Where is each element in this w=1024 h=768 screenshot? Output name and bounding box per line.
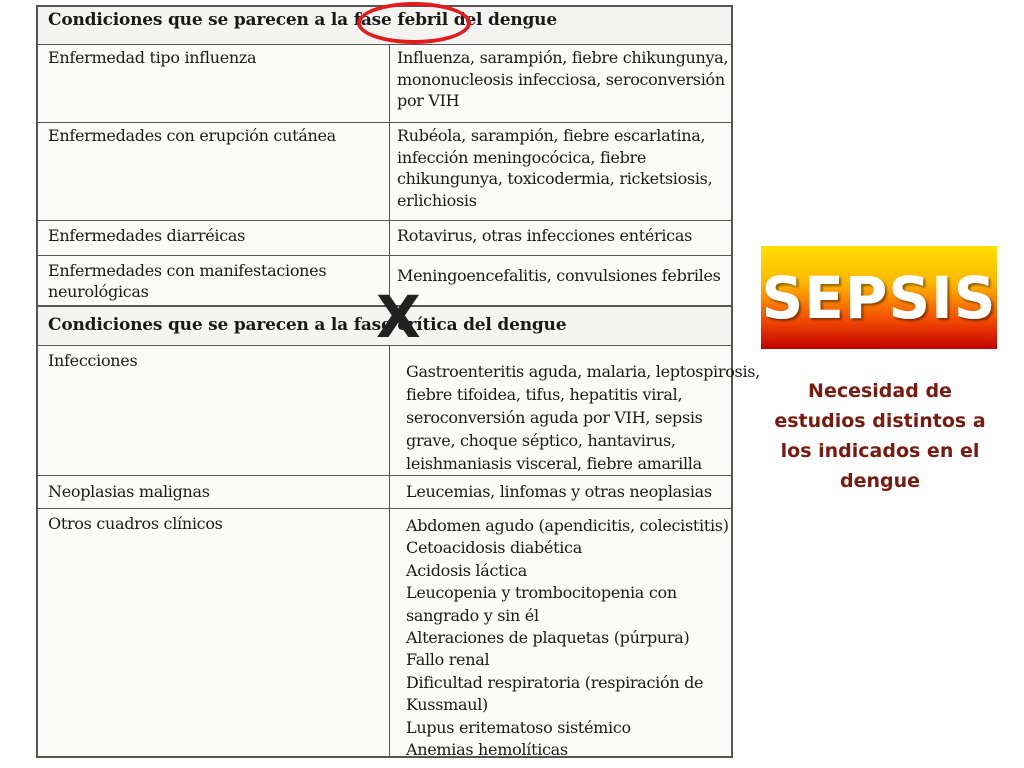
example-line: Cetoacidosis diabética bbox=[406, 538, 582, 558]
condition-line: Enfermedades con manifestaciones bbox=[48, 261, 327, 280]
example-line: Leucemias, linfomas y otras neoplasias bbox=[406, 482, 712, 501]
condition-line: Infecciones bbox=[48, 351, 138, 370]
examples-cell bbox=[406, 360, 760, 475]
example-line: Anemias hemolíticas bbox=[406, 740, 568, 760]
condition-cell bbox=[48, 47, 378, 68]
example-line: leishmaniasis visceral, fiebre amarilla bbox=[406, 454, 702, 473]
example-line: Acidosis láctica bbox=[406, 560, 527, 580]
examples-cell bbox=[406, 481, 736, 503]
example-line: Meningoencefalitis, convulsiones febriles bbox=[397, 266, 721, 285]
condition-cell bbox=[48, 125, 378, 146]
column-divider bbox=[389, 45, 390, 122]
condition-line: Enfermedades con erupción cutánea bbox=[48, 126, 336, 145]
condition-cell bbox=[48, 350, 378, 371]
condition-line: Neoplasias malignas bbox=[48, 482, 210, 501]
examples-cell bbox=[397, 265, 727, 287]
condition-line: neurológicas bbox=[48, 282, 149, 301]
red-circle-annotation bbox=[357, 2, 471, 44]
example-line: Alteraciones de plaquetas (púrpura) bbox=[406, 628, 690, 648]
examples-cell bbox=[406, 515, 736, 761]
examples-cell bbox=[397, 47, 727, 112]
column-divider bbox=[389, 123, 390, 220]
condition-cell bbox=[48, 260, 378, 302]
condition-line: Otros cuadros clínicos bbox=[48, 514, 223, 533]
column-divider bbox=[389, 476, 390, 508]
example-line: Kussmaul) bbox=[406, 695, 489, 715]
example-line: grave, choque séptico, hantavirus, bbox=[406, 431, 676, 450]
example-line: por VIH bbox=[397, 91, 460, 110]
examples-cell bbox=[397, 125, 727, 211]
table-row bbox=[38, 45, 731, 123]
example-line: mononucleosis infecciosa, seroconversión bbox=[397, 69, 725, 89]
differential-diagnosis-table bbox=[36, 5, 760, 760]
example-line: Influenza, sarampión, fiebre chikungunya, bbox=[397, 48, 729, 67]
table-row bbox=[38, 476, 731, 509]
table-row bbox=[38, 346, 760, 476]
sepsis-banner-text: SEPSIS bbox=[761, 263, 997, 332]
example-line: Fallo renal bbox=[406, 650, 490, 670]
condition-cell bbox=[48, 225, 378, 246]
example-line: Rotavirus, otras infecciones entéricas bbox=[397, 226, 692, 245]
example-line: Abdomen agudo (apendicitis, colecistitis) bbox=[406, 516, 729, 535]
example-line: Lupus eritematoso sistémico bbox=[406, 717, 631, 737]
x-mark-annotation: X bbox=[376, 283, 421, 351]
example-line: Dificultad respiratoria (respiración de bbox=[406, 672, 704, 692]
example-line: sangrado y sin él bbox=[406, 605, 539, 625]
critica-header-text: Condiciones que se parecen a la fase crítica del dengue bbox=[48, 315, 567, 335]
example-line: erlichiosis bbox=[397, 190, 477, 210]
examples-cell bbox=[397, 225, 727, 247]
table-row bbox=[38, 221, 731, 256]
example-line: Gastroenteritis aguda, malaria, leptospirosis, bbox=[406, 362, 760, 381]
table-row bbox=[38, 123, 731, 221]
febril-header-text: Condiciones que se parecen a la fase febril del dengue bbox=[48, 10, 557, 30]
column-divider bbox=[389, 346, 390, 475]
example-line: Leucopenia y trombocitopenia con bbox=[406, 583, 677, 603]
condition-line: Enfermedades diarréicas bbox=[48, 226, 246, 245]
example-line: Rubéola, sarampión, fiebre escarlatina, bbox=[397, 126, 706, 145]
side-note: Necesidad de estudios distintos a los indicados en el dengue bbox=[774, 380, 986, 492]
column-divider bbox=[389, 221, 390, 255]
condition-cell bbox=[48, 481, 378, 502]
table-row bbox=[38, 509, 731, 758]
condition-cell bbox=[48, 513, 378, 534]
example-line: fiebre tifoidea, tifus, hepatitis viral, bbox=[406, 385, 683, 404]
example-line: infección meningocócica, fiebre bbox=[397, 147, 647, 167]
example-line: chikungunya, toxicodermia, ricketsiosis, bbox=[397, 169, 713, 188]
condition-line: Enfermedad tipo influenza bbox=[48, 48, 257, 67]
sepsis-banner bbox=[761, 246, 997, 349]
example-line: seroconversión aguda por VIH, sepsis bbox=[406, 408, 703, 427]
column-divider bbox=[389, 509, 390, 758]
